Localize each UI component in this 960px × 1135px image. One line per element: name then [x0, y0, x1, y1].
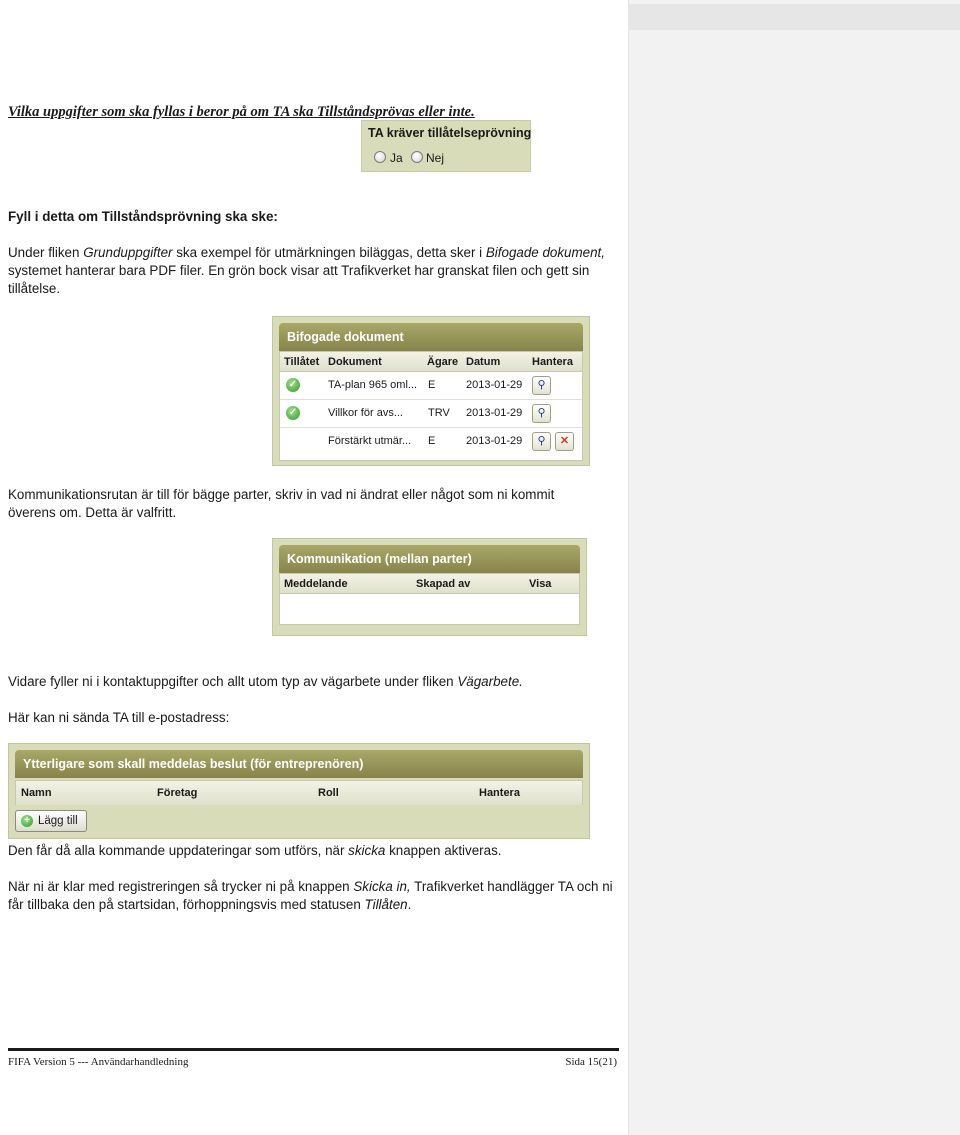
ytterligare-widget [8, 743, 590, 839]
ytterligare-table-header [16, 781, 582, 805]
ta-permit-title: TA kräver tillåtelseprövning [368, 126, 532, 140]
bifogade-title-bar: Bifogade dokument [279, 323, 583, 351]
ytterligare-table [15, 780, 583, 805]
doc-date: 2013-01-29 [466, 407, 523, 419]
col-skapad-av: Skapad av [416, 578, 471, 590]
doc-owner: E [428, 435, 436, 447]
col-dokument: Dokument [328, 356, 382, 368]
kommunikation-widget [272, 538, 587, 636]
para2-line1: Kommunikationsrutan är till för bägge parter, skriv in vad ni ändrat eller något som ni kommit [8, 487, 555, 502]
radio-ja[interactable] [374, 151, 386, 163]
col-foretag: Företag [157, 787, 198, 799]
doc-date: 2013-01-29 [466, 435, 523, 447]
add-button-label: Lägg till [38, 815, 78, 827]
delete-x-icon[interactable]: ✕ [555, 432, 574, 451]
doc-owner: E [428, 379, 436, 391]
table-row [280, 372, 582, 400]
col-agare: Ägare [427, 356, 459, 368]
col-roll: Roll [318, 787, 339, 799]
doc-date: 2013-01-29 [466, 379, 523, 391]
footer-rule [8, 1048, 619, 1051]
section-title: Fyll i detta om Tillståndsprövning ska ske: [8, 209, 278, 224]
col-hantera: Hantera [479, 787, 520, 799]
col-meddelande: Meddelande [284, 578, 348, 590]
para1-line3: tillåtelse. [8, 281, 61, 296]
ta-permit-widget [361, 120, 531, 172]
col-visa: Visa [529, 578, 552, 590]
doc-name[interactable]: TA-plan 965 oml... [328, 379, 418, 391]
col-tillatet: Tillåtet [284, 356, 320, 368]
para1-line1: Under fliken Grunduppgifter ska exempel för utmärkningen biläggas, detta sker i Bifogade dokument, [8, 245, 605, 260]
approved-check-icon: ✓ [286, 378, 300, 392]
doc-name[interactable]: Villkor för avs... [328, 407, 403, 419]
kommunikation-title-bar: Kommunikation (mellan parter) [279, 545, 580, 573]
view-magnifier-icon[interactable]: ⚲ [532, 404, 551, 423]
bifogade-table [279, 351, 583, 461]
table-row [280, 428, 582, 456]
kommunikation-table-header [280, 574, 579, 594]
para6-line1: När ni är klar med registreringen så trycker ni på knappen Skicka in, Trafikverket handlägger TA och ni [8, 879, 613, 894]
add-button[interactable] [15, 810, 87, 832]
para5: Den får då alla kommande uppdateringar som utförs, när skicka knappen aktiveras. [8, 843, 502, 858]
col-hantera: Hantera [532, 356, 573, 368]
bifogade-dokument-widget [272, 316, 590, 466]
para4: Här kan ni sända TA till e-postadress: [8, 710, 230, 725]
view-magnifier-icon[interactable]: ⚲ [532, 432, 551, 451]
approved-check-icon: ✓ [286, 406, 300, 420]
kommunikation-table [279, 573, 580, 625]
plus-icon: + [21, 815, 33, 827]
radio-ja-label: Ja [390, 151, 403, 165]
comment-margin-header [628, 4, 960, 30]
radio-nej[interactable] [411, 151, 423, 163]
page-heading: Vilka uppgifter som ska fyllas i beror på om TA ska Tillståndsprövas eller inte. [8, 104, 475, 120]
table-row [280, 400, 582, 428]
col-datum: Datum [466, 356, 501, 368]
footer-left: FIFA Version 5 --- Användarhandledning [8, 1056, 189, 1068]
doc-owner: TRV [428, 407, 450, 419]
view-magnifier-icon[interactable]: ⚲ [532, 376, 551, 395]
para6-line2: får tillbaka den på startsidan, förhoppningsvis med statusen Tillåten. [8, 897, 412, 912]
col-namn: Namn [21, 787, 52, 799]
bifogade-table-header [280, 352, 582, 372]
comment-margin-pane [628, 0, 960, 1135]
radio-nej-label: Nej [426, 151, 445, 165]
footer-page-number: Sida 15(21) [565, 1056, 617, 1068]
para2-line2: överens om. Detta är valfritt. [8, 505, 177, 520]
ytterligare-title-bar: Ytterligare som skall meddelas beslut (för entreprenören) [15, 750, 583, 778]
para3: Vidare fyller ni i kontaktuppgifter och allt utom typ av vägarbete under fliken Vägarbete. [8, 674, 523, 689]
para1-line2: systemet hanterar bara PDF filer. En grön bock visar att Trafikverket har granskat filen och gett sin [8, 263, 590, 278]
doc-name[interactable]: Förstärkt utmär... [328, 435, 412, 447]
